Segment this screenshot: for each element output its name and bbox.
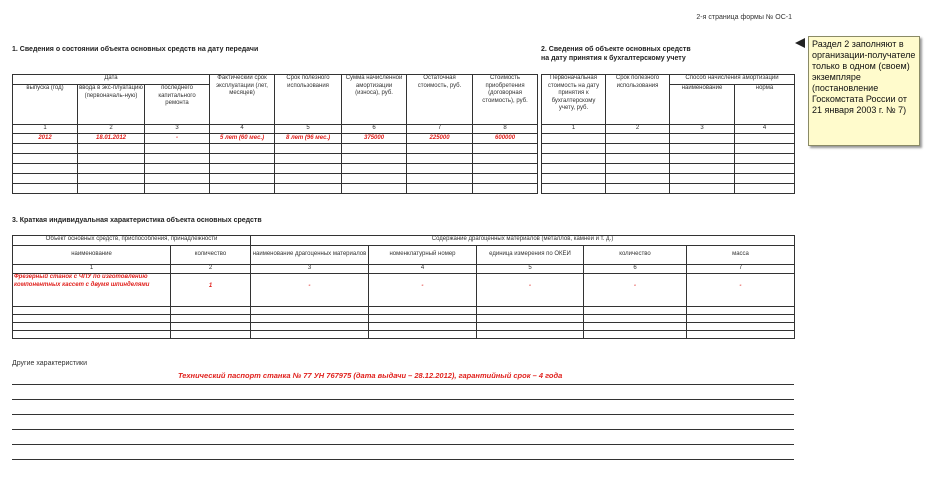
s1-h-commission: ввода в экс-плуатацию (первоначаль-ную) [78, 85, 145, 125]
fill-line [12, 399, 794, 400]
s3-dash: - [687, 274, 795, 307]
s1-release-value: 2012 [13, 134, 78, 144]
s1-num: 4 [210, 125, 275, 134]
table-row [13, 154, 538, 164]
s3-group-object: Объект основных средств, приспособления, принадлежности [13, 236, 251, 246]
s3-group-metals: Содержание драгоценных материалов (металлов, камней и т. д.) [251, 236, 795, 246]
section3-title: 3. Краткая индивидуальная характеристика объекта основных средств [12, 217, 262, 224]
fill-line [12, 429, 794, 430]
s3-num: 1 [13, 265, 171, 274]
page-header: 2-я страница формы № ОС-1 [696, 14, 792, 21]
s3-num: 2 [171, 265, 251, 274]
fill-line [12, 384, 794, 385]
s1-h-actual-term: Фактический срок эксплуатации (лет, месяцев) [210, 75, 275, 125]
section1-table [12, 74, 538, 194]
s1-num: 6 [342, 125, 407, 134]
s1-num: 2 [78, 125, 145, 134]
s3-dash: - [584, 274, 687, 307]
s3-num: 3 [251, 265, 369, 274]
table-row [13, 164, 538, 174]
s2-h-initial-cost: Первоначальная стоимость на дату принятия к бухгалтерскому учету, руб. [542, 75, 606, 125]
s1-residual-value: 225000 [407, 134, 473, 144]
table-row [13, 331, 795, 339]
section2-title [541, 45, 691, 63]
s2-h-name: наименование [670, 85, 735, 125]
table-row [542, 184, 795, 194]
table-row [542, 174, 795, 184]
s1-h-last-repair: последнего капитального ремонта [145, 85, 210, 125]
table-row [13, 184, 538, 194]
s3-h-qty: количество [171, 246, 251, 265]
s2-num: 4 [735, 125, 795, 134]
fill-line [12, 414, 794, 415]
table-row [13, 315, 795, 323]
s3-dash: - [477, 274, 584, 307]
s1-cost-value: 600000 [473, 134, 538, 144]
s3-h-nomen: номенклатурный номер [369, 246, 477, 265]
s1-h-depreciation: Сумма начисленной амортизации (износа), руб. [342, 75, 407, 125]
s1-depreciation-value: 375000 [342, 134, 407, 144]
s1-useful-life-value: 8 лет (96 мес.) [275, 134, 342, 144]
s1-last-repair-value: - [145, 134, 210, 144]
section1-title: 1. Сведения о состоянии объекта основных средств на дату передачи [12, 46, 259, 53]
s2-group-depr: Способ начисления амортизации [670, 75, 795, 85]
s1-num: 1 [13, 125, 78, 134]
table-row [13, 323, 795, 331]
s3-num: 4 [369, 265, 477, 274]
s3-h-name: наименование [13, 246, 171, 265]
fill-line [12, 444, 794, 445]
s1-num: 8 [473, 125, 538, 134]
table-row [542, 134, 795, 144]
s2-h-useful-life: Срок полезного использования [606, 75, 670, 125]
s3-num: 5 [477, 265, 584, 274]
s1-num: 3 [145, 125, 210, 134]
s1-h-release: выпуска (год) [13, 85, 78, 125]
s2-h-norm: норма [735, 85, 795, 125]
s2-num: 2 [606, 125, 670, 134]
section2-table [541, 74, 795, 194]
s1-num: 5 [275, 125, 342, 134]
table-row [13, 144, 538, 154]
s1-num: 7 [407, 125, 473, 134]
s1-group-date: Дата [13, 75, 210, 85]
note-callout: Раздел 2 заполняют в организации-получателе только в одном (своем) экземпляре (постановление Госкомстата России от 21 января 2003 г. № 7) [808, 36, 920, 146]
s1-h-useful-life: Срок полезного использования [275, 75, 342, 125]
s3-num: 6 [584, 265, 687, 274]
s1-actual-term-value: 5 лет (60 мес.) [210, 134, 275, 144]
note-arrow-icon [795, 38, 805, 48]
s3-object-name: Фрезерный станок с ЧПУ по изготовлению компонентных кассет с двумя шпинделями [13, 274, 171, 307]
s1-h-cost: Стоимость приобретения (договорная стоимость), руб. [473, 75, 538, 125]
table-row [13, 174, 538, 184]
s3-object-qty: 1 [171, 274, 251, 307]
section3-table [12, 235, 795, 339]
fill-line [12, 459, 794, 460]
table-row [542, 144, 795, 154]
s2-num: 3 [670, 125, 735, 134]
section2-title-line1: 2. Сведения об объекте основных средств [541, 46, 691, 53]
table-row [542, 154, 795, 164]
s3-h-unit: единица измерения по ОКЕИ [477, 246, 584, 265]
s3-h-mass: масса [687, 246, 795, 265]
s3-num: 7 [687, 265, 795, 274]
s1-commission-value: 18.01.2012 [78, 134, 145, 144]
table-row [13, 307, 795, 315]
table-row [542, 164, 795, 174]
s3-dash: - [251, 274, 369, 307]
s1-h-residual: Остаточная стоимость, руб. [407, 75, 473, 125]
technical-passport-text: Технический паспорт станка № 77 УН 767975 (дата выдачи – 28.12.2012), гарантийный срок – 4 года [178, 371, 563, 380]
s3-h-metal-qty: количество [584, 246, 687, 265]
s3-h-metal-name: наименование драгоценных материалов [251, 246, 369, 265]
s3-dash: - [369, 274, 477, 307]
other-characteristics-label: Другие характеристики [12, 360, 88, 367]
s2-num: 1 [542, 125, 606, 134]
section2-title-line2: на дату принятия к бухгалтерскому учету [541, 55, 686, 62]
